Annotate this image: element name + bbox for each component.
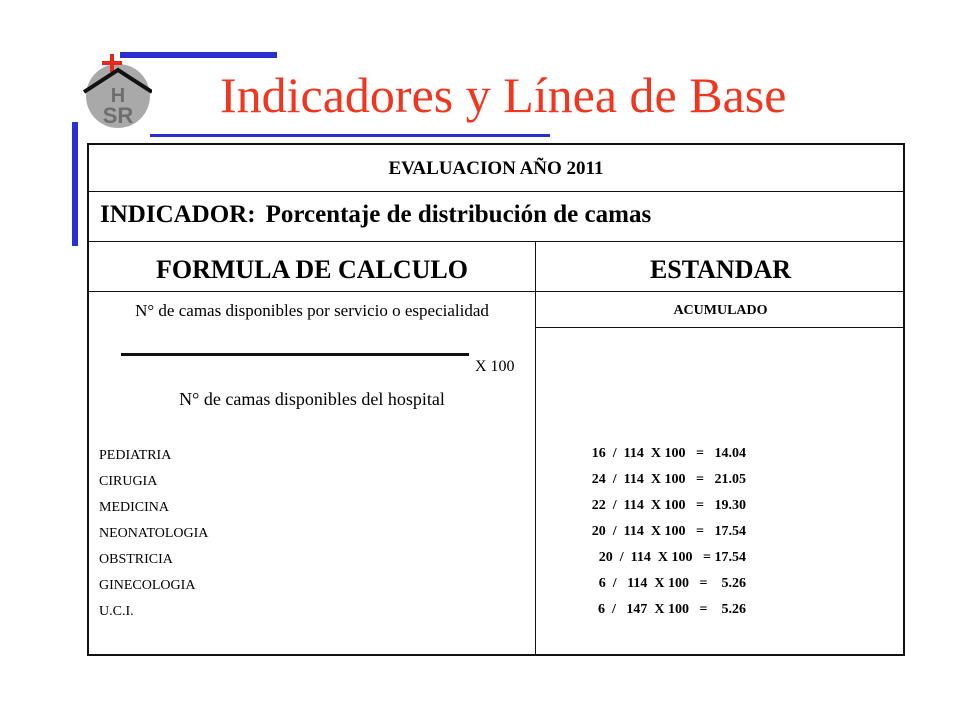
standard-header: ESTANDAR bbox=[649, 255, 792, 284]
calculation-item: 16 / 114 X 100 = 14.04 bbox=[591, 446, 746, 461]
evaluation-year: EVALUACION AÑO 2011 bbox=[388, 158, 604, 179]
indicator-value: Porcentaje de distribución de camas bbox=[265, 201, 652, 228]
service-item: PEDIATRIA bbox=[99, 448, 172, 463]
accumulated-label: ACUMULADO bbox=[673, 303, 768, 318]
year-row bbox=[89, 145, 903, 192]
indicator-heading bbox=[100, 201, 651, 229]
decorative-bar-under-title bbox=[150, 134, 550, 137]
service-item: GINECOLOGIA bbox=[99, 578, 196, 593]
service-item: CIRUGIA bbox=[99, 474, 158, 489]
accumulated-divider bbox=[536, 327, 903, 328]
calculation-item: 6 / 114 X 100 = 5.26 bbox=[598, 576, 746, 591]
calculation-item: 22 / 114 X 100 = 19.30 bbox=[591, 498, 746, 513]
service-item: NEONATOLOGIA bbox=[99, 526, 209, 541]
indicator-table bbox=[87, 143, 905, 656]
indicator-row bbox=[89, 191, 903, 242]
calculation-item: 24 / 114 X 100 = 21.05 bbox=[591, 472, 746, 487]
service-item: U.C.I. bbox=[99, 604, 134, 619]
service-item: OBSTRICIA bbox=[99, 552, 173, 567]
fraction-line bbox=[121, 353, 469, 356]
formula-denominator: N° de camas disponibles del hospital bbox=[179, 389, 445, 409]
formula-multiplier: X 100 bbox=[475, 358, 515, 375]
calculation-item: 20 / 114 X 100 = 17.54 bbox=[598, 550, 746, 565]
calculations-list bbox=[536, 441, 746, 623]
service-item: MEDICINA bbox=[99, 500, 169, 515]
page-title: Indicadores y Línea de Base bbox=[220, 67, 787, 123]
logo-letter-h: H bbox=[110, 85, 126, 107]
calculation-item: 20 / 114 X 100 = 17.54 bbox=[591, 524, 746, 539]
logo-letters-sr: SR bbox=[102, 103, 134, 128]
services-list bbox=[99, 443, 208, 625]
calculation-item: 6 / 147 X 100 = 5.26 bbox=[598, 602, 746, 617]
hospital-logo bbox=[80, 52, 152, 128]
formula-header: FORMULA DE CALCULO bbox=[155, 255, 468, 284]
indicator-label: INDICADOR: bbox=[100, 201, 256, 228]
decorative-bar-left bbox=[72, 122, 78, 246]
formula-numerator: N° de camas disponibles por servicio o especialidad bbox=[135, 301, 489, 320]
